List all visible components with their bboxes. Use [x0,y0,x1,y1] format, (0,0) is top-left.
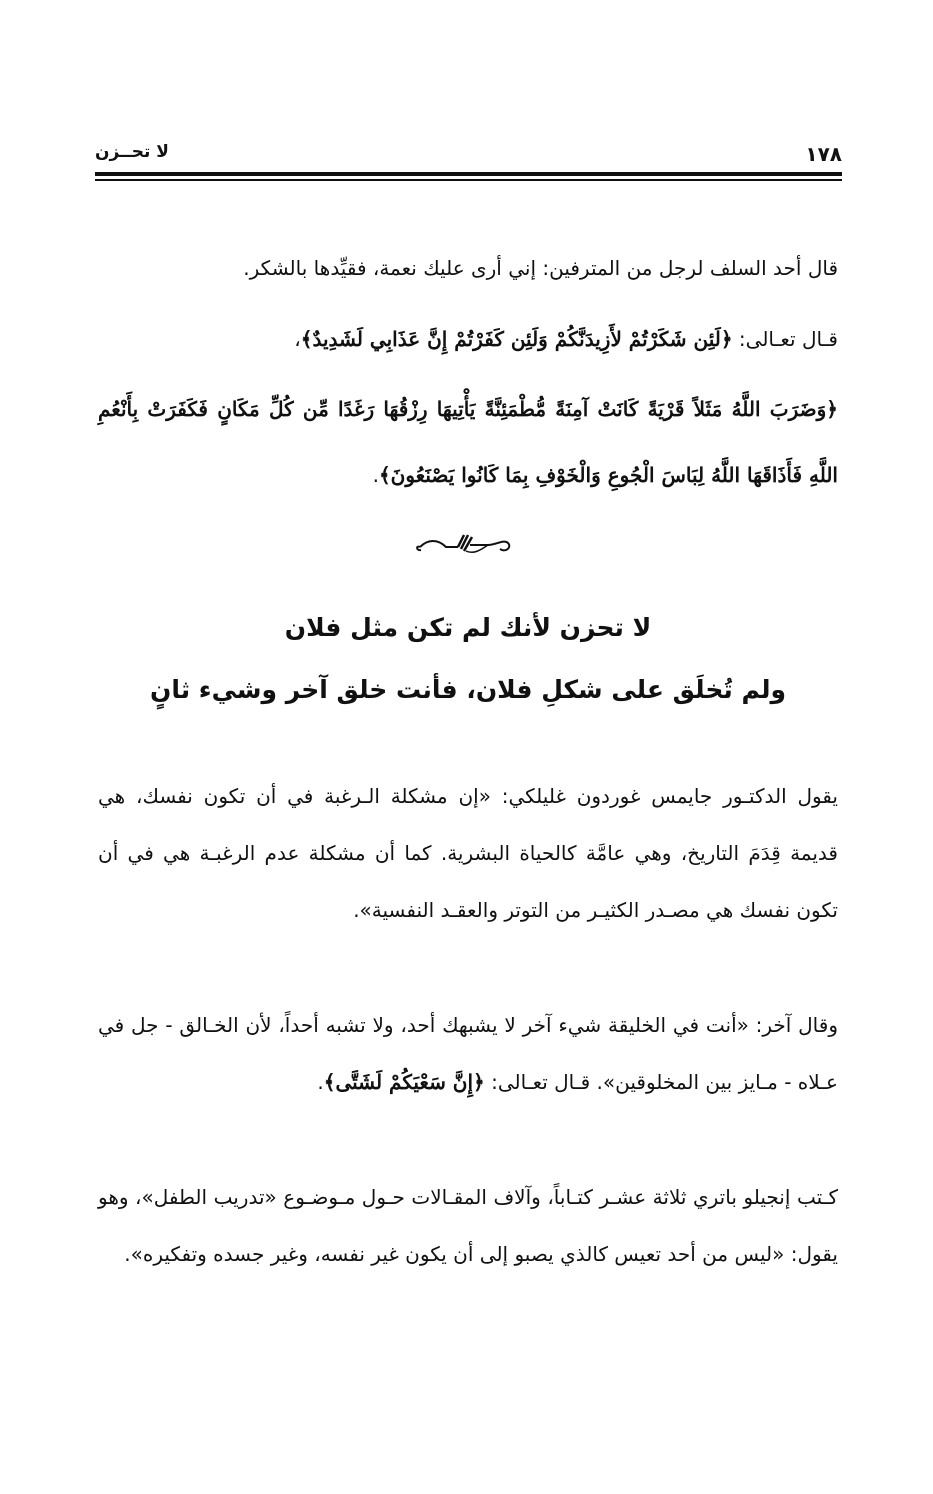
verse-intro: قـال تعـالى: [732,327,838,351]
paragraph-patri-quote: كـتب إنجيلو باتري ثلاثة عشـر كتـاباً، وآلاف المقـالات حـول مـوضـوع «تدريب الطفل»، وهو يقول: «ليس من أحد تعيس كالذي يصبو إلى أن يكون غير نفسه، وغير جسده وتفكيره». [98,1185,838,1266]
page-number: ١٧٨ [805,142,842,166]
punctuation: . [372,463,379,487]
section-heading-line1: لا تحزن لأنك لم تكن مثل فلان [284,613,652,642]
quran-verse: ﴿لَئِن شَكَرْتُمْ لأَزِيدَنَّكُمْ وَلَئِن كَفَرْتُمْ إِنَّ عَذَابِي لَشَدِيدٌ﴾ [300,327,733,351]
header-rule [95,172,842,176]
section-divider-flourish-icon [408,525,518,563]
punctuation: . [317,1070,324,1094]
paragraph-another-quote [98,997,838,1111]
punctuation: ، [294,327,301,351]
quran-verse: ﴿إِنَّ سَعْيَكُمْ لَشَتَّى﴾ [323,1070,485,1094]
paragraph-text: وقال آخر: «أنت في الخليقة شيء آخر لا يشبهك أحد، ولا تشبه أحداً، لأن الخـالق - جل في عـلاه - مـايز بين المخلوقين». قـال تعـالى: [98,1013,838,1094]
running-title: لا تحــزن [95,142,169,162]
paragraph-shukr: قال أحد السلف لرجل من المترفين: إني أرى عليك نعمة، فقيِّدها بالشكر. [243,256,838,280]
paragraph-verse-nahl [98,376,838,508]
quran-verse: ﴿وَضَرَبَ اللَّهُ مَثَلاً قَرْيَةً كَانَتْ آمِنَةً مُّطْمَئِنَّةً يَأْتِيهَا رِزْقُهَا رَغَدًا مِّن كُلِّ مَكَانٍ فَكَفَرَتْ بِأَنْعُمِ اللَّهِ فَأَذَاقَهَا اللَّهُ لِبَاسَ الْجُوعِ وَالْخَوْفِ بِمَا كَانُوا يَصْنَعُونَ﴾ [98,397,838,487]
paragraph-gordon-quote: يقول الدكتـور جايمس غوردون غليلكي: «إن مشكلة الـرغبة في أن تكون نفسك، هي قديمة قِدَمَ التاريخ، وهي عامَّة كالحياة البشرية. كما أن مشكلة عدم الرغبـة هي في أن تكون نفسك هي مصـدر الكثيـر من التوتر والعقـد النفسية». [98,784,838,922]
paragraph-verse-ibrahim [98,311,838,368]
header-rule-thin [95,179,842,181]
section-heading-line2: ولم تُخلَق على شكلِ فلان، فأنت خلق آخر وشيء ثانٍ [149,675,787,704]
